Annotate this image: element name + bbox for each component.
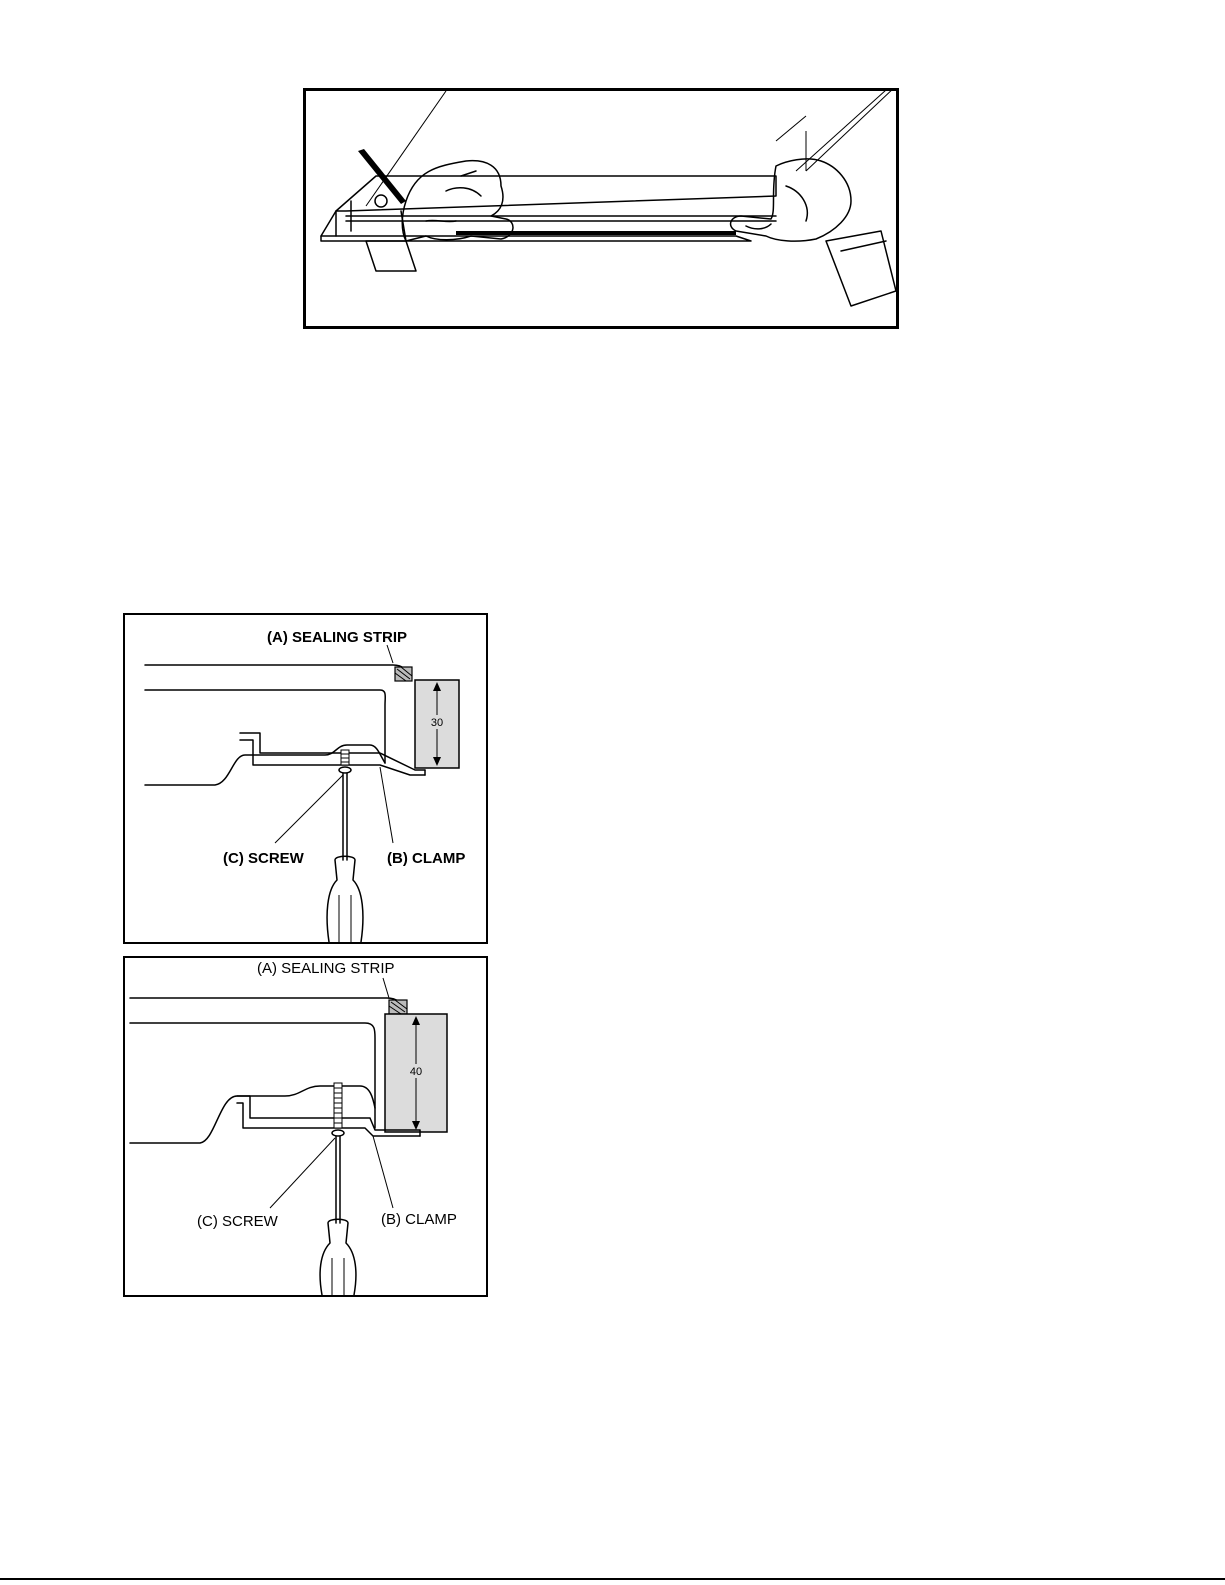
screw-label: (C) SCREW xyxy=(223,850,304,867)
clamp-diagram-40mm xyxy=(123,956,488,1297)
clamp-label: (B) CLAMP xyxy=(381,1211,457,1228)
sealing-strip-label: (A) SEALING STRIP xyxy=(267,629,408,646)
clamp-40-svg xyxy=(125,958,486,1295)
sealing-strip-label: (A) SEALING STRIP xyxy=(257,960,395,977)
footer-rule xyxy=(0,1578,1225,1580)
dimension-value: 40 xyxy=(409,1066,423,1078)
dimension-value: 30 xyxy=(430,717,444,729)
sealing-strip-application-illustration xyxy=(303,88,899,329)
screw-label: (C) SCREW xyxy=(197,1213,278,1230)
hands-illustration xyxy=(306,91,896,326)
clamp-diagram-30mm xyxy=(123,613,488,944)
clamp-label: (B) CLAMP xyxy=(387,850,466,867)
clamp-30-svg xyxy=(125,615,486,942)
